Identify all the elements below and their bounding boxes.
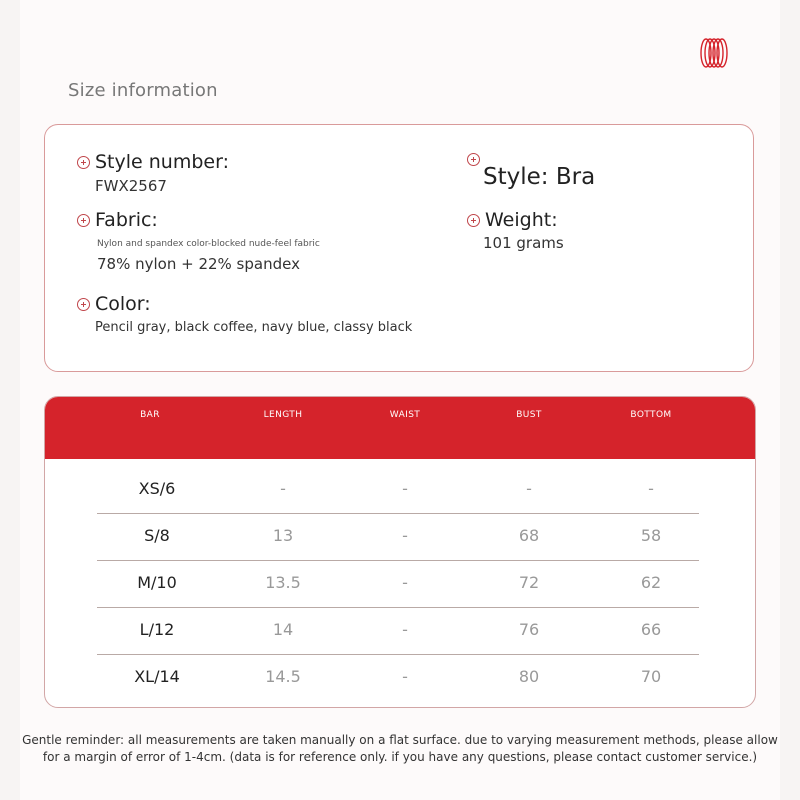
- reminder-line-1: Gentle reminder: all measurements are taken manually on a flat surface. due to varying measurement methods, please allow: [22, 733, 778, 747]
- weight-label: Weight:: [485, 209, 558, 231]
- plus-circle-icon: [77, 156, 90, 169]
- plus-circle-icon: [467, 153, 480, 166]
- cell-length: 14: [272, 620, 294, 639]
- cell-size: S/8: [144, 526, 170, 545]
- cell-bust: -: [526, 479, 532, 498]
- cell-length: 13.5: [265, 573, 301, 592]
- cell-bust: 76: [518, 620, 540, 639]
- cell-size: L/12: [139, 620, 175, 639]
- size-table-header: [45, 397, 755, 459]
- table-row: [97, 608, 699, 655]
- cell-bust: 80: [518, 667, 540, 686]
- cell-waist: -: [402, 667, 408, 686]
- fabric-value: 78% nylon + 22% spandex: [97, 255, 300, 273]
- column-header-waist: WAIST: [389, 410, 421, 420]
- size-table: [44, 396, 756, 708]
- cell-bottom: 70: [640, 667, 662, 686]
- cell-size: M/10: [137, 573, 177, 592]
- column-header-length: LENGTH: [263, 410, 303, 420]
- style-block: [467, 153, 595, 190]
- rings-logo-icon: [697, 36, 731, 70]
- product-info-card: [44, 124, 754, 372]
- weight-block: [467, 209, 564, 252]
- style-number-block: [77, 151, 229, 195]
- color-value: Pencil gray, black coffee, navy blue, classy black: [95, 320, 413, 335]
- cell-length: 13: [272, 526, 294, 545]
- cell-waist: -: [402, 479, 408, 498]
- weight-value: 101 grams: [483, 234, 564, 252]
- style-number-value: FWX2567: [95, 177, 167, 195]
- column-header-bar: BAR: [140, 410, 160, 420]
- cell-waist: -: [402, 573, 408, 592]
- measurement-reminder: [20, 732, 780, 766]
- reminder-line-2: for a margin of error of 1-4cm. (data is for reference only. if you have any questions, please contact customer service.): [42, 750, 758, 764]
- table-row: [97, 514, 699, 561]
- cell-waist: -: [402, 526, 408, 545]
- fabric-block: [77, 209, 320, 273]
- section-title: Size information: [68, 80, 218, 101]
- cell-length: -: [280, 479, 286, 498]
- style-number-label: Style number:: [95, 151, 229, 173]
- cell-bottom: 62: [640, 573, 662, 592]
- fabric-label: Fabric:: [95, 209, 158, 231]
- cell-length: 14.5: [265, 667, 301, 686]
- table-row: [97, 467, 699, 514]
- table-row: [97, 561, 699, 608]
- color-label: Color:: [95, 293, 151, 315]
- table-row: [97, 655, 699, 701]
- cell-size: XS/6: [138, 479, 176, 498]
- cell-bottom: 66: [640, 620, 662, 639]
- style-line: Style: Bra: [483, 164, 596, 190]
- cell-bust: 68: [518, 526, 540, 545]
- cell-bust: 72: [518, 573, 540, 592]
- cell-size: XL/14: [134, 667, 180, 686]
- plus-circle-icon: [77, 214, 90, 227]
- column-header-bust: BUST: [516, 410, 542, 420]
- cell-bottom: 58: [640, 526, 662, 545]
- cell-bottom: -: [648, 479, 654, 498]
- color-block: [77, 293, 412, 335]
- fabric-note: Nylon and spandex color-blocked nude-feel fabric: [97, 239, 320, 249]
- plus-circle-icon: [77, 298, 90, 311]
- plus-circle-icon: [467, 214, 480, 227]
- cell-waist: -: [402, 620, 408, 639]
- column-header-bottom: BOTTOM: [630, 410, 672, 420]
